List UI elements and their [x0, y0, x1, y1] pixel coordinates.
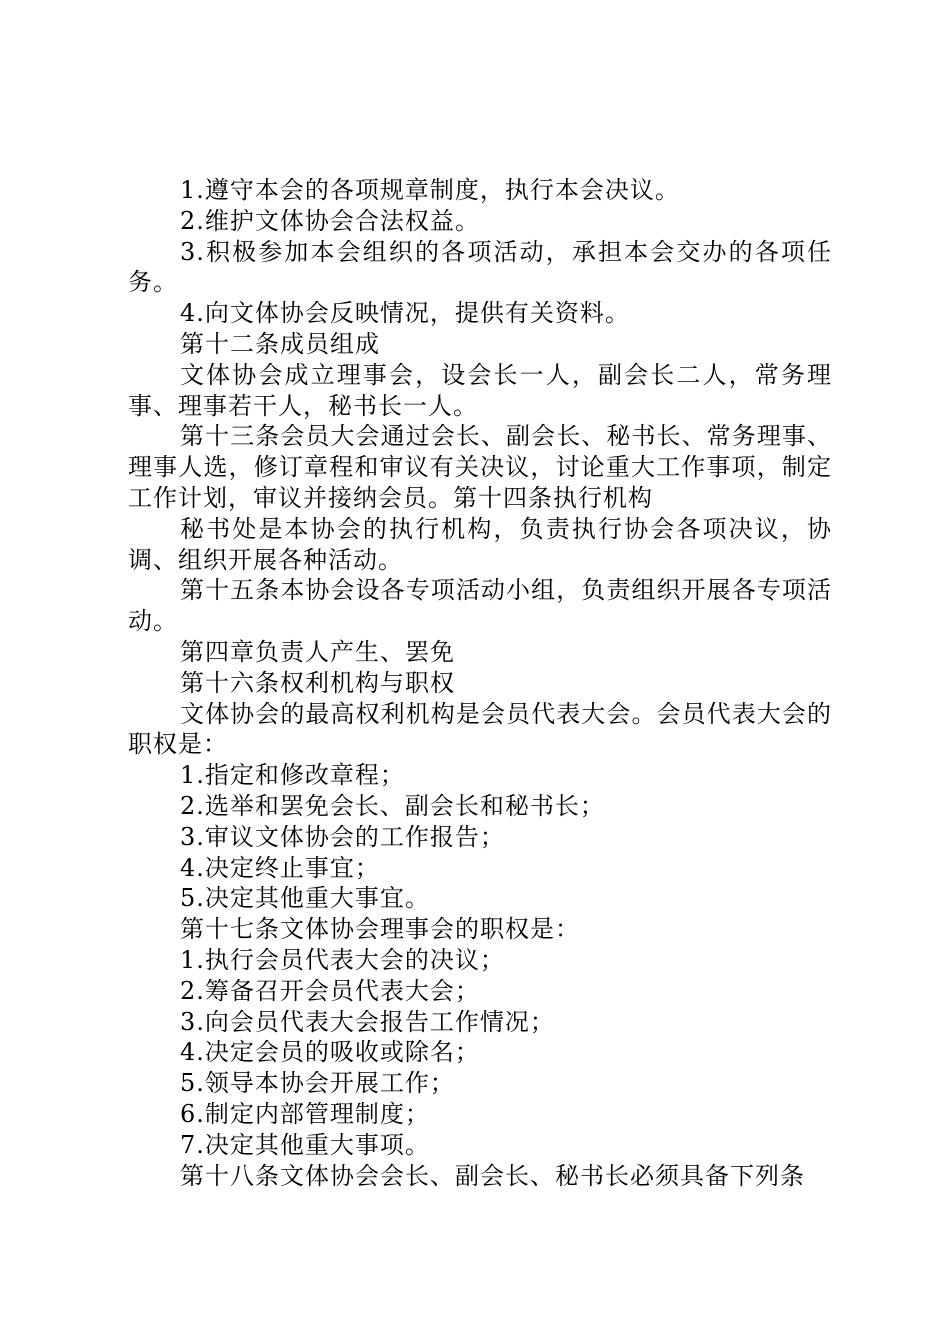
- list-item: 6.制定内部管理制度；: [180, 1099, 430, 1128]
- chapter-heading: 第四章负责人产生、罢免: [180, 637, 455, 666]
- list-item: 7.决定其他重大事项。: [180, 1130, 430, 1159]
- list-item: 4.决定会员的吸收或除名；: [180, 1038, 480, 1067]
- list-item: 5.领导本协会开展工作；: [180, 1069, 455, 1098]
- paragraph: 1.遵守本会的各项规章制度，执行本会决议。: [180, 176, 680, 204]
- paragraph: 文体协会的最高权利机构是会员代表大会。会员代表大会的职权是：: [128, 699, 832, 759]
- paragraph: 秘书处是本协会的执行机构，负责执行协会各项决议，协调、组织开展各种活动。: [128, 514, 832, 574]
- section-heading: 第十六条权利机构与职权: [180, 668, 455, 697]
- document-body: [128, 175, 832, 1191]
- list-item: 1.指定和修改章程；: [180, 761, 405, 790]
- paragraph: 2.维护文体协会合法权益。: [180, 206, 480, 235]
- section-heading: 第十七条文体协会理事会的职权是：: [180, 915, 580, 944]
- paragraph: 文体协会成立理事会，设会长一人，副会长二人，常务理事、理事若干人，秘书长一人。: [128, 360, 832, 420]
- paragraph: 第十八条文体协会会长、副会长、秘书长必须具备下列条: [180, 1161, 805, 1190]
- list-item: 2.选举和罢免会长、副会长和秘书长；: [180, 791, 605, 820]
- list-item: 2.筹备召开会员代表大会；: [180, 976, 480, 1005]
- list-item: 5.决定其他重大事宜。: [180, 884, 430, 913]
- list-item: 4.决定终止事宜；: [180, 853, 380, 882]
- paragraph: 第十五条本协会设各专项活动小组，负责组织开展各专项活动。: [128, 576, 832, 636]
- list-item: 3.审议文体协会的工作报告；: [180, 822, 505, 851]
- list-item: 3.向会员代表大会报告工作情况；: [180, 1007, 555, 1036]
- section-heading: 第十二条成员组成: [180, 329, 380, 358]
- paragraph: 3.积极参加本会组织的各项活动，承担本会交办的各项任务。: [128, 237, 832, 297]
- paragraph: 4.向文体协会反映情况，提供有关资料。: [180, 299, 630, 328]
- list-item: 1.执行会员代表大会的决议；: [180, 945, 505, 974]
- paragraph: 第十三条会员大会通过会长、副会长、秘书长、常务理事、理事人选，修订章程和审议有关决议，讨论重大工作事项，制定工作计划，审议并接纳会员。第十四条执行机构: [128, 422, 832, 512]
